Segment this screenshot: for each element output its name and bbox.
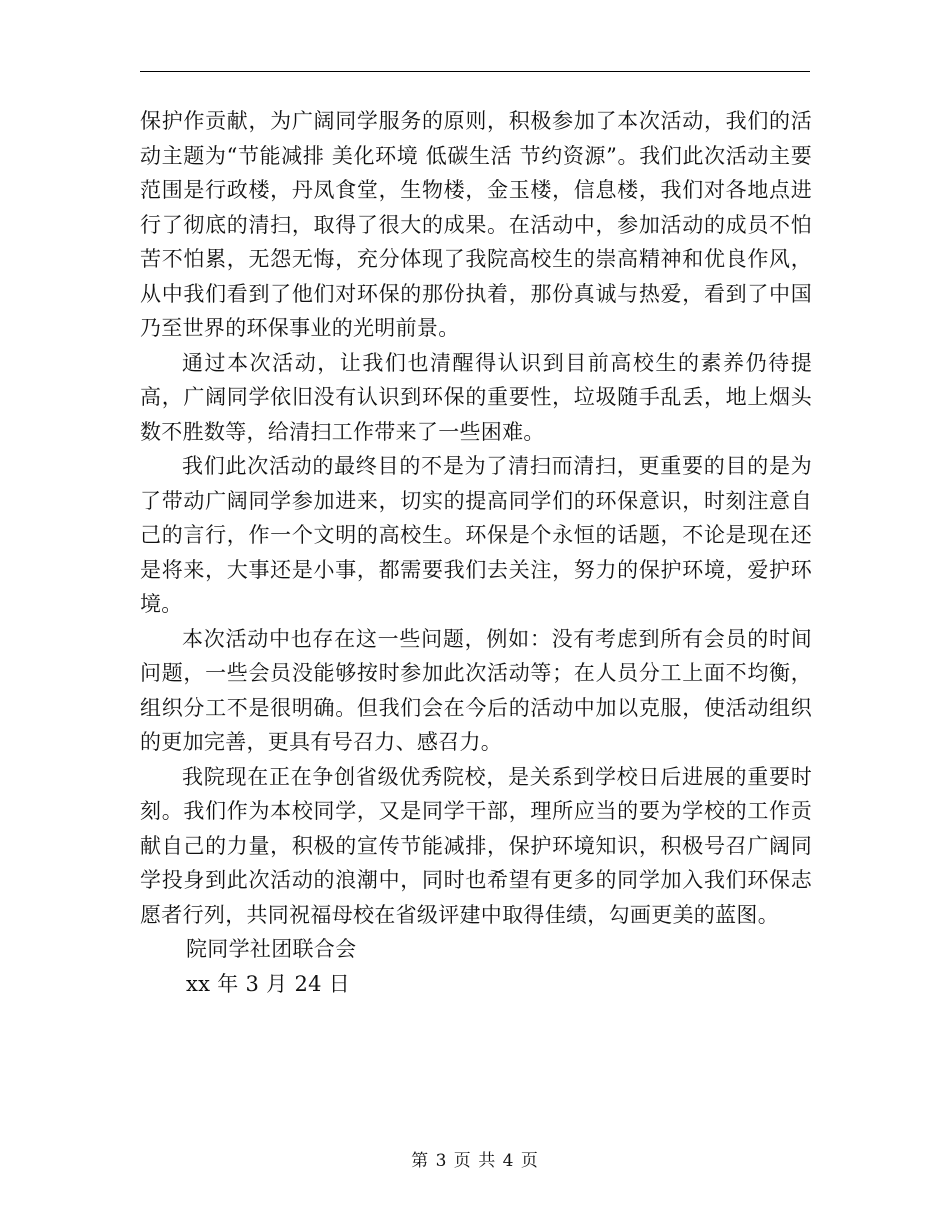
paragraph: 我们此次活动的最终目的不是为了清扫而清扫，更重要的目的是为了带动广阔同学参加进来，切实的提高同学们的环保意识，时刻注意自己的言行，作一个文明的高校生。环保是个永恒的话题，不论是现在还是将来，大事还是小事，都需要我们去关注，努力的保护环境，爱护环境。	[140, 454, 812, 616]
signature-date: xx 年 3 月 24 日	[186, 971, 351, 996]
paragraph: 通过本次活动，让我们也清醒得认识到目前高校生的素养仍待提高，广阔同学依旧没有认识到环保的重要性，垃圾随手乱丢，地上烟头数不胜数等，给清扫工作带来了一些困难。	[140, 350, 812, 444]
paragraph-continuation: 保护作贡献，为广阔同学服务的原则，积极参加了本次活动，我们的活动主题为“节能减排 美化环境 低碳生活 节约资源”。我们此次活动主要范围是行政楼，丹凤食堂，生物楼，金玉楼，信息楼，我们对各地点进行了彻底的清扫，取得了很大的成果。在活动中，参加活动的成员不怕苦不怕累，无怨无悔，充分体现了我院高校生的崇高精神和优良作风，从中我们看到了他们对环保的那份执着，那份真诚与热爱，看到了中国乃至世界的环保事业的光明前景。	[140, 109, 812, 340]
page-number-footer: 第 3 页 共 4 页	[411, 1151, 539, 1171]
header-rule	[140, 71, 810, 72]
signature-organization: 院同学社团联合会	[186, 937, 357, 961]
document-body	[140, 104, 812, 1001]
paragraph: 我院现在正在争创省级优秀院校，是关系到学校日后进展的重要时刻。我们作为本校同学，又是同学干部，理所应当的要为学校的工作贡献自己的力量，积极的宣传节能减排，保护环境知识，积极号召广阔同学投身到此次活动的浪潮中，同时也希望有更多的同学加入我们环保志愿者行列，共同祝福母校在省级评建中取得佳绩，勾画更美的蓝图。	[140, 764, 812, 927]
paragraph: 本次活动中也存在这一些问题，例如：没有考虑到所有会员的时间问题，一些会员没能够按时参加此次活动等；在人员分工上面不均衡，组织分工不是很明确。但我们会在今后的活动中加以克服，使活动组织的更加完善，更具有号召力、感召力。	[140, 626, 812, 754]
